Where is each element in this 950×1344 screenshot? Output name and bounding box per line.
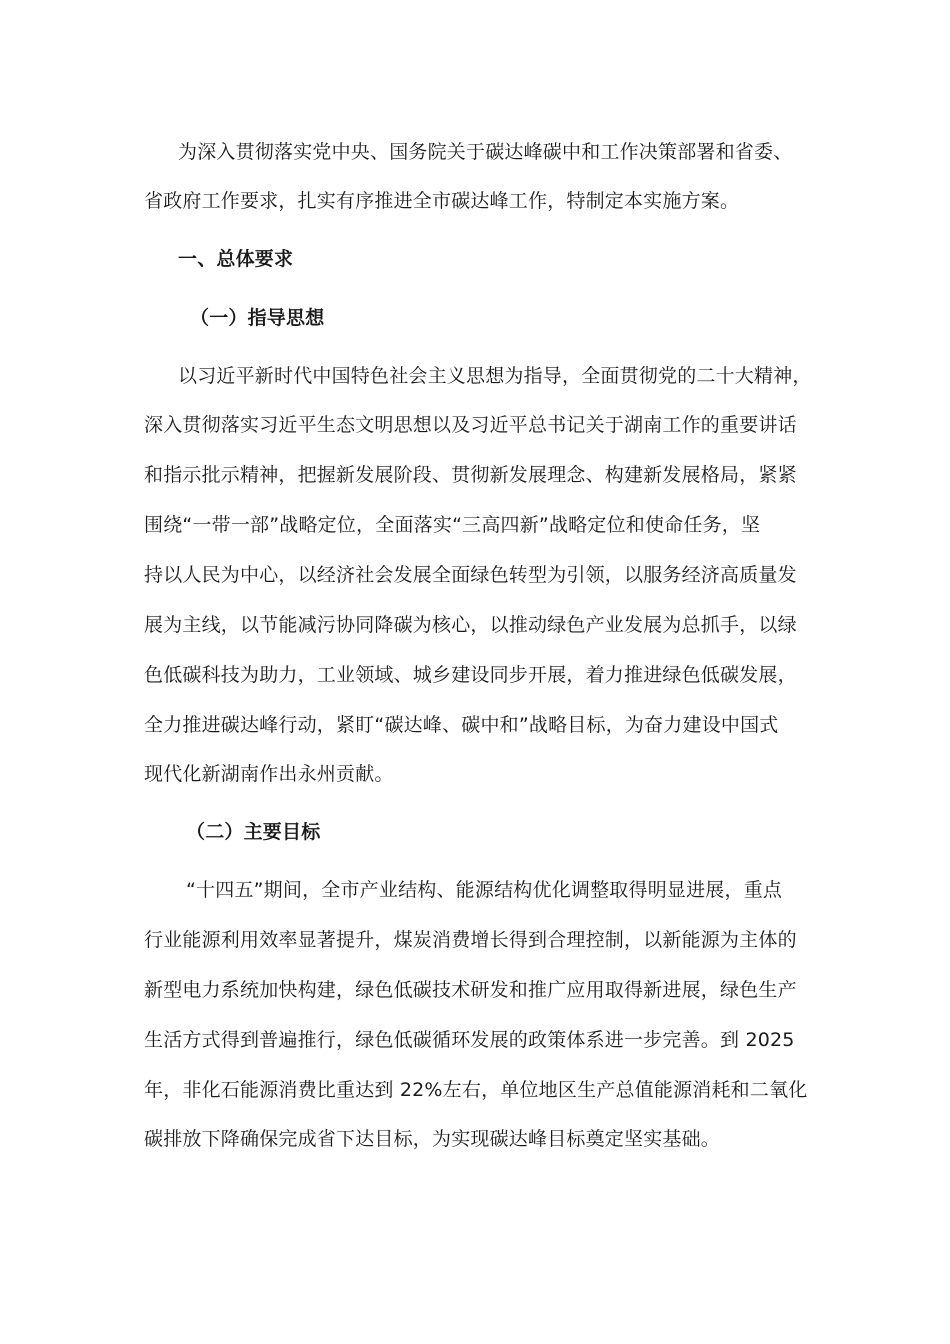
paragraph-line: 色低碳科技为助力，工业领域、城乡建设同步开展，着力推进绿色低碳发展， — [144, 664, 797, 686]
paragraph-line: 围绕“一带一部”战略定位，全面落实“三高四新”战略定位和使命任务，坚 — [144, 514, 761, 536]
paragraph-line: 为深入贯彻落实党中央、国务院关于碳达峰碳中和工作决策部署和省委、 — [178, 141, 793, 163]
paragraph-line: 以习近平新时代中国特色社会主义思想为指导，全面贯彻党的二十大精神， — [178, 365, 812, 387]
paragraph-line: 省政府工作要求，扎实有序推进全市碳达峰工作，特制定本实施方案。 — [144, 190, 740, 212]
paragraph-line: 全力推进碳达峰行动，紧盯“碳达峰、碳中和”战略目标，为奋力建设中国式 — [144, 714, 779, 736]
paragraph-line: 行业能源利用效率显著提升，煤炭消费增长得到合理控制，以新能源为主体的 — [144, 929, 797, 951]
section-heading: 一、总体要求 — [178, 248, 294, 270]
paragraph-line: 生活方式得到普遍推行，绿色低碳循环发展的政策体系进一步完善。到 2025 — [144, 1029, 795, 1051]
paragraph-line: 持以人民为中心，以经济社会发展全面绿色转型为引领，以服务经济高质量发 — [144, 564, 797, 586]
paragraph-line: 碳排放下降确保完成省下达目标，为实现碳达峰目标奠定坚实基础。 — [144, 1128, 721, 1150]
paragraph-line: “十四五”期间，全市产业结构、能源结构优化调整取得明显进展，重点 — [186, 879, 783, 901]
paragraph-line: 展为主线，以节能减污协同降碳为核心，以推动绿色产业发展为总抓手，以绿 — [144, 614, 797, 636]
paragraph-line: 新型电力系统加快构建，绿色低碳技术研发和推广应用取得新进展，绿色生产 — [144, 979, 797, 1001]
paragraph-line: 年，非化石能源消费比重达到 22%左右，单位地区生产总值能源消耗和二氧化 — [144, 1079, 808, 1101]
subsection-heading: （一）指导思想 — [190, 307, 325, 329]
paragraph-line: 现代化新湖南作出永州贡献。 — [144, 763, 394, 785]
paragraph-line: 深入贯彻落实习近平生态文明思想以及习近平总书记关于湖南工作的重要讲话 — [144, 414, 797, 436]
subsection-heading: （二）主要目标 — [186, 821, 321, 843]
paragraph-line: 和指示批示精神，把握新发展阶段、贯彻新发展理念、构建新发展格局，紧紧 — [144, 464, 797, 486]
